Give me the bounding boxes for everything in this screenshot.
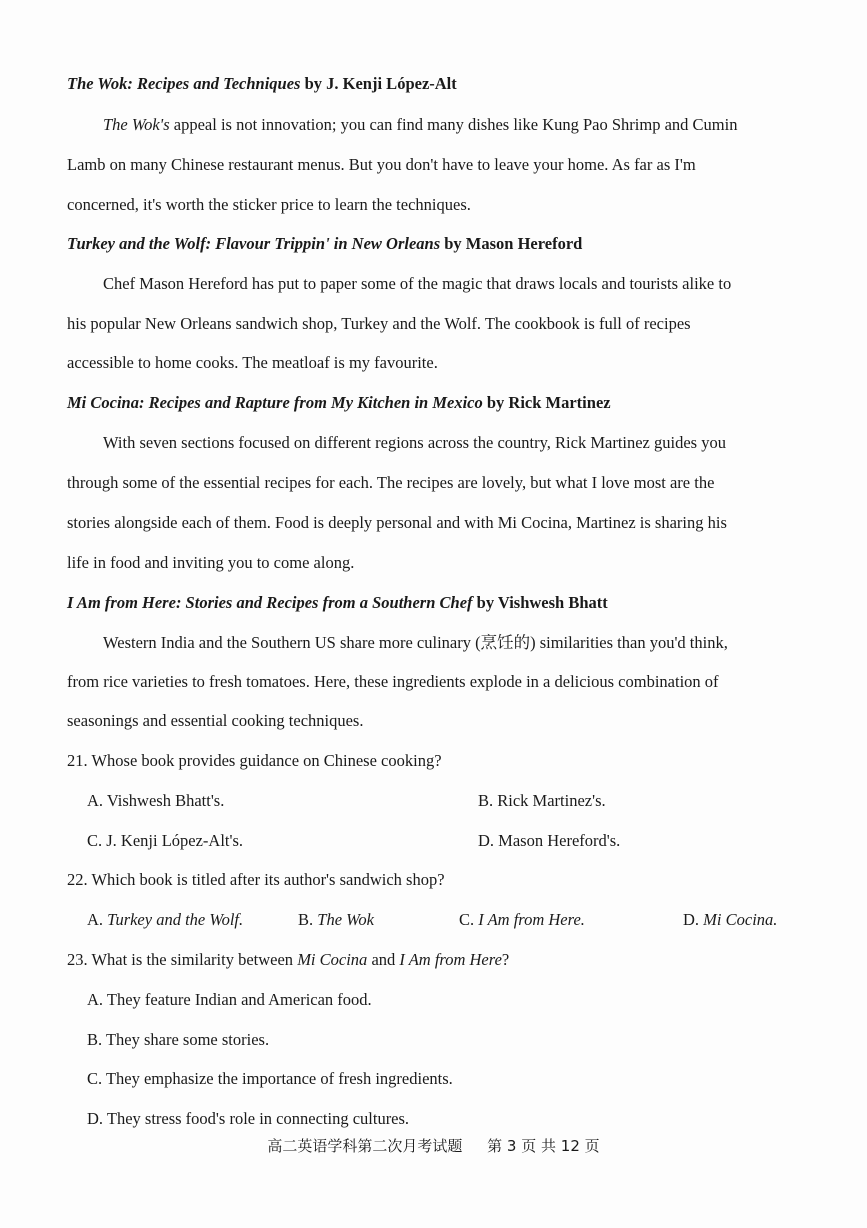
italic-title-ref: The Wok's (103, 115, 170, 134)
q23-option-c[interactable]: C. They emphasize the importance of fresh ingredients. (87, 1069, 453, 1088)
q23-option-d[interactable]: D. They stress food's role in connecting cultures. (87, 1109, 410, 1128)
option-letter: B. (298, 910, 318, 929)
book-heading-turkey-and-the-wolf (67, 234, 582, 254)
paragraph-line: accessible to home cooks. The meatloaf is my favourite. (67, 353, 438, 372)
q21-option-b[interactable]: B. Rick Martinez's. (478, 791, 606, 810)
q21-option-a[interactable]: A. Vishwesh Bhatt's. (87, 791, 225, 810)
option-letter: A. (87, 910, 108, 929)
page-number: 第 3 页 共 12 页 (487, 1137, 600, 1155)
paragraph-line: life in food and inviting you to come along. (67, 553, 355, 572)
paragraph-text: appeal is not innovation; you can find many dishes like Kung Pao Shrimp and Cumin (169, 115, 738, 134)
book-title: I Am from Here (67, 593, 176, 612)
option-title: The Wok (317, 910, 374, 929)
q21-option-c[interactable]: C. J. Kenji López-Alt's. (87, 831, 244, 850)
q22-option-d[interactable] (683, 910, 777, 930)
book-title: Turkey and the Wolf (67, 234, 206, 253)
book-author: by J. Kenji López-Alt (300, 74, 457, 93)
book-subtitle: : Stories and Recipes from a Southern Chef (175, 593, 473, 612)
book-heading-mi-cocina (67, 393, 611, 413)
book-heading-i-am-from-here (67, 593, 608, 613)
option-title: I Am from Here. (478, 910, 585, 929)
q23-option-a[interactable]: A. They feature Indian and American food. (87, 990, 372, 1009)
option-title: Mi Cocina. (703, 910, 778, 929)
stem-text: 23. What is the similarity between (67, 950, 298, 969)
q22-option-c[interactable] (459, 910, 585, 930)
q23-option-b[interactable]: B. They share some stories. (87, 1030, 270, 1049)
book-author: by Vishwesh Bhatt (472, 593, 608, 612)
q22-option-a[interactable] (87, 910, 243, 930)
book-subtitle: : Recipes and Techniques (127, 74, 301, 93)
exam-title: 高二英语学科第二次月考试题 (267, 1137, 463, 1155)
question-22-stem: 22. Which book is titled after its author's sandwich shop? (67, 870, 445, 889)
book-title: The Wok (67, 74, 128, 93)
paragraph-line (103, 115, 737, 135)
paragraph-line: seasonings and essential cooking techniques. (67, 711, 364, 730)
question-21-stem: 21. Whose book provides guidance on Chinese cooking? (67, 751, 442, 770)
q22-option-b[interactable] (298, 910, 374, 930)
stem-title: I Am from Here (399, 950, 502, 969)
paragraph-line: through some of the essential recipes for each. The recipes are lovely, but what I love most are the (67, 473, 715, 492)
book-title: Mi Cocina (67, 393, 139, 412)
paragraph-line: With seven sections focused on different regions across the country, Rick Martinez guides you (103, 433, 726, 452)
book-author: by Rick Martinez (482, 393, 611, 412)
stem-text: ? (501, 950, 510, 969)
page-footer (0, 1136, 867, 1156)
book-author: by Mason Hereford (440, 234, 583, 253)
option-title: Turkey and the Wolf. (107, 910, 244, 929)
paragraph-line: Lamb on many Chinese restaurant menus. But you don't have to leave your home. As far as I'm (67, 155, 696, 174)
paragraph-line: stories alongside each of them. Food is deeply personal and with Mi Cocina, Martinez is sharing his (67, 513, 727, 532)
book-subtitle: : Flavour Trippin' in New Orleans (205, 234, 441, 253)
paragraph-line: from rice varieties to fresh tomatoes. Here, these ingredients explode in a delicious combination of (67, 672, 719, 691)
stem-text: and (367, 950, 400, 969)
book-heading-the-wok (67, 74, 457, 94)
paragraph-line: his popular New Orleans sandwich shop, Turkey and the Wolf. The cookbook is full of recipes (67, 314, 691, 333)
question-23-stem (67, 950, 509, 970)
option-letter: D. (683, 910, 704, 929)
book-subtitle: : Recipes and Rapture from My Kitchen in Mexico (138, 393, 483, 412)
paragraph-line: Western India and the Southern US share more culinary (烹饪的) similarities than you'd think, (103, 633, 728, 652)
paragraph-line: concerned, it's worth the sticker price to learn the techniques. (67, 195, 471, 214)
stem-title: Mi Cocina (297, 950, 368, 969)
option-letter: C. (459, 910, 479, 929)
q21-option-d[interactable]: D. Mason Hereford's. (478, 831, 621, 850)
paragraph-line: Chef Mason Hereford has put to paper some of the magic that draws locals and tourists alike to (103, 274, 732, 293)
